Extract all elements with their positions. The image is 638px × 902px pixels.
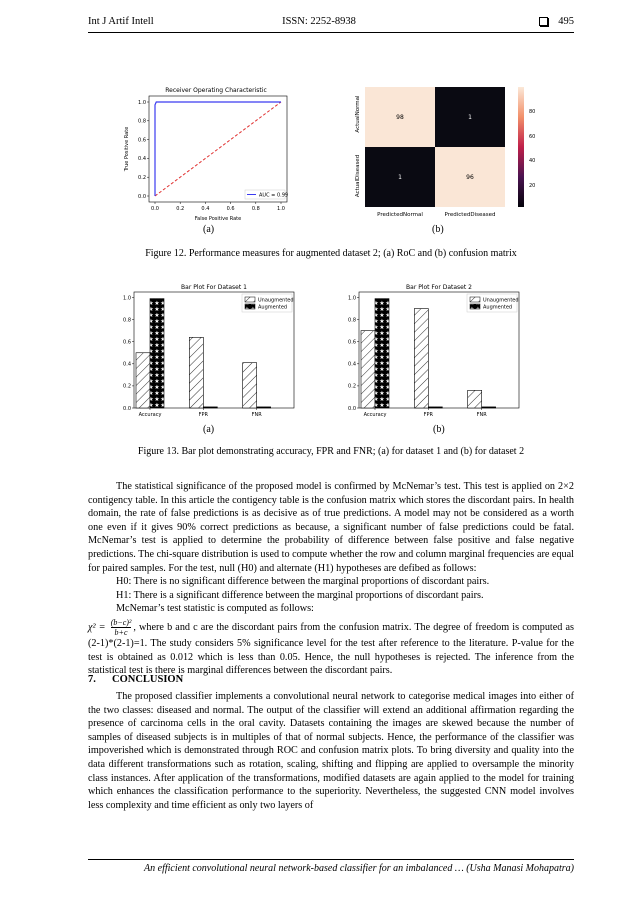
bar-unaugmented-accuracy	[361, 331, 375, 408]
bar-legend-swatch	[470, 297, 480, 302]
roc-curve	[155, 102, 281, 196]
roc-xtick-label: 0.2	[176, 206, 185, 212]
fig12-sub-b: (b)	[432, 224, 444, 235]
cm-value-1-1: 96	[466, 174, 474, 181]
paragraph-formula-text: , where b and c are the discordant pairs from the confusion matrix. The degree of freedom is computed as (2-1)*(2-1)=1. The study considers 5% significance level for the test after reference to the literature. P-value for the test is obtained as 0.012 which is less than 0.05. Hence, the null hypotheses is rejected. The inference from the statistical test is there is marginal differences between the discordant pairs.	[88, 621, 574, 677]
roc-xtick-label: 1.0	[277, 206, 285, 212]
bar-legend-label: Augmented	[483, 304, 513, 311]
cm-colorbar-tick-60: 60	[529, 134, 536, 140]
section-number: 7.	[88, 674, 96, 685]
bar-legend-label: Augmented	[258, 304, 288, 311]
cm-value-1-0: 1	[398, 174, 402, 181]
roc-diagonal-line	[155, 102, 281, 196]
roc-ytick-label: 0.6	[138, 137, 146, 144]
bar-unaugmented-fnr	[243, 363, 257, 408]
footer-rule	[88, 859, 574, 860]
formula-denominator: b+c	[114, 627, 128, 637]
bar-chart-title: Bar Plot For Dataset 2	[406, 284, 472, 291]
cm-col-label-0: PredictedNormal	[377, 212, 423, 218]
bar-unaugmented-fpr	[414, 309, 428, 408]
bar-ytick-label: 0.8	[348, 317, 356, 324]
bar-ytick-label: 0.8	[123, 317, 131, 324]
cm-colorbar-tick-20: 20	[529, 183, 536, 189]
fig12-sub-a: (a)	[203, 224, 215, 235]
roc-ytick-label: 0.0	[138, 193, 146, 200]
roc-ytick-label: 0.4	[138, 156, 146, 163]
cm-col-label-1: PredictedDiseased	[444, 212, 496, 218]
roc-xtick-label: 0.8	[251, 206, 260, 212]
section-heading	[88, 674, 183, 685]
bar-xtick-label: FPR	[198, 412, 209, 418]
cm-value-0-1: 1	[468, 114, 472, 121]
roc-chart	[118, 84, 300, 224]
roc-legend-label: AUC = 0.99	[259, 192, 289, 199]
fig13-sub-b: (b)	[433, 424, 445, 435]
bar-ytick-label: 0.0	[123, 405, 131, 412]
bar-ytick-label: 0.4	[123, 361, 131, 368]
fig13-sub-a: (a)	[203, 424, 215, 435]
bar-chart-dataset-1	[112, 282, 300, 420]
footer-citation: An efficient convolutional neural network-based classifier for an imbalanced … (Usha Manasi Mohapatra)	[144, 863, 574, 874]
paragraph-conclusion: The proposed classifier implements a convolutional neural network to categorise medical images into either of the two classes: diseased and normal. The output of the classifier will extend an additional affirmation regarding the presence of carcinoma cells in the oral cavity. Datasets containing the images are skewed because the number of samples of diseased subjects is in multiples of that of normal subjects. Hence, the performance of the classifier was impoverished which is demonstrated through ROC and confusion matrix plots. To bring diversity and quality into the data different transformations such as rotation, scaling, shifting and flipping are applied to oversample the minority class instances. After application of the transformations, modified datasets are again applied to the model for training which enhances the classification performance to the superiority. Nevertheless, the suggested CNN model involves less complexity and time efficient as only two layers of	[88, 691, 574, 811]
roc-ytick-label: 0.2	[138, 175, 146, 181]
bar-augmented-accuracy	[150, 299, 164, 408]
bar-xtick-label: Accuracy	[363, 412, 387, 418]
bar-ytick-label: 0.6	[348, 339, 356, 346]
roc-xlabel: False Positive Rate	[194, 216, 242, 222]
hypothesis-h1: H1: There is a significant difference between the marginal proportions of discordant pairs.	[116, 589, 484, 601]
cm-colorbar	[518, 87, 524, 207]
issn: ISSN: 2252-8938	[282, 16, 356, 27]
roc-xtick-label: 0.4	[201, 206, 210, 212]
paragraph-statistic: McNemar’s test statistic is computed as follows:	[116, 603, 314, 615]
hypothesis-h0: H0: There is no significant difference between the marginal proportions of discordant pairs.	[116, 576, 490, 588]
bar-xtick-label: FNR	[251, 412, 262, 418]
bar-unaugmented-fnr	[468, 390, 482, 408]
bar-legend-label: Unaugmented	[483, 297, 519, 304]
bar-ytick-label: 0.4	[348, 361, 356, 368]
page-number-block	[539, 16, 574, 27]
bar-augmented-fnr	[257, 407, 271, 408]
body-section	[88, 480, 574, 678]
journal-name: Int J Artif Intell	[88, 16, 154, 27]
checkbox-icon	[539, 17, 548, 26]
roc-title: Receiver Operating Characteristic	[165, 87, 267, 94]
bar-legend-swatch	[245, 297, 255, 302]
bar-augmented-accuracy	[375, 299, 389, 408]
formula-fraction	[111, 618, 132, 637]
bar-unaugmented-fpr	[189, 337, 203, 408]
conclusion-text-block	[88, 690, 574, 812]
roc-xtick-label: 0.6	[226, 206, 235, 212]
bar-legend-swatch	[470, 304, 480, 309]
roc-ytick-label: 1.0	[138, 99, 146, 106]
formula-lhs: χ² =	[88, 621, 106, 633]
section-title: CONCLUSION	[112, 674, 184, 685]
page-number: 495	[558, 16, 574, 27]
bar-ytick-label: 0.2	[123, 383, 131, 390]
cm-colorbar-tick-80: 80	[529, 109, 536, 115]
bar-augmented-fpr	[428, 407, 442, 408]
roc-plot-area	[149, 96, 287, 202]
bar-ytick-label: 0.0	[348, 405, 356, 412]
bar-unaugmented-accuracy	[136, 353, 150, 408]
bar-ytick-label: 1.0	[348, 295, 356, 302]
formula-numerator: (b−c)²	[110, 617, 132, 627]
bar-chart-title: Bar Plot For Dataset 1	[181, 284, 247, 291]
bar-xtick-label: FNR	[476, 412, 487, 418]
bar-ytick-label: 1.0	[123, 295, 131, 302]
bar-augmented-fnr	[482, 407, 496, 408]
bar-legend-label: Unaugmented	[258, 297, 294, 304]
bar-xtick-label: Accuracy	[138, 412, 162, 418]
roc-ylabel: True Positive Rate	[124, 126, 130, 172]
cm-row-label-0: ActualNormal	[355, 95, 361, 133]
bar-augmented-fpr	[203, 407, 217, 408]
cm-row-label-1: ActualDiseased	[355, 154, 361, 198]
roc-xtick-label: 0.0	[151, 206, 159, 212]
header-rule	[88, 32, 574, 33]
bar-ytick-label: 0.2	[348, 383, 356, 390]
bar-ytick-label: 0.6	[123, 339, 131, 346]
bar-legend-swatch	[245, 304, 255, 309]
cm-colorbar-tick-40: 40	[529, 158, 536, 164]
fig12-caption: Figure 12. Performance measures for augmented dataset 2; (a) RoC and (b) confusion matrix	[145, 248, 517, 259]
paragraph-formula	[88, 618, 574, 678]
roc-ytick-label: 0.8	[138, 118, 146, 125]
paragraph-mcnemar: The statistical significance of the proposed model is confirmed by McNemar’s test. This test is applied on 2×2 contigency table. In this article the contigency table is the confusion matrix which stores the discordant pairs. In health domain, the rate of false predictions is as decisive as of true predictions. A model may not be considered as a worth one even if it gives 90% correct predictions as because, a significant number of false predictions could be fatal. McNemar’s test is applied to determine the probability of difference between false positive and false negative predictions. The chi-square distribution is used to compute whether the row and column marginal frequencies are equal for paired samples. For the test, null (H0) and alternate (H1) hypotheses are defibed as follows:	[88, 481, 574, 574]
fig13-caption: Figure 13. Bar plot demonstrating accuracy, FPR and FNR; (a) for dataset 1 and (b) for dataset 2	[137, 446, 525, 457]
confusion-matrix	[350, 84, 550, 224]
bar-xtick-label: FPR	[423, 412, 434, 418]
cm-value-0-0: 98	[396, 114, 404, 121]
bar-chart-dataset-2	[337, 282, 525, 420]
